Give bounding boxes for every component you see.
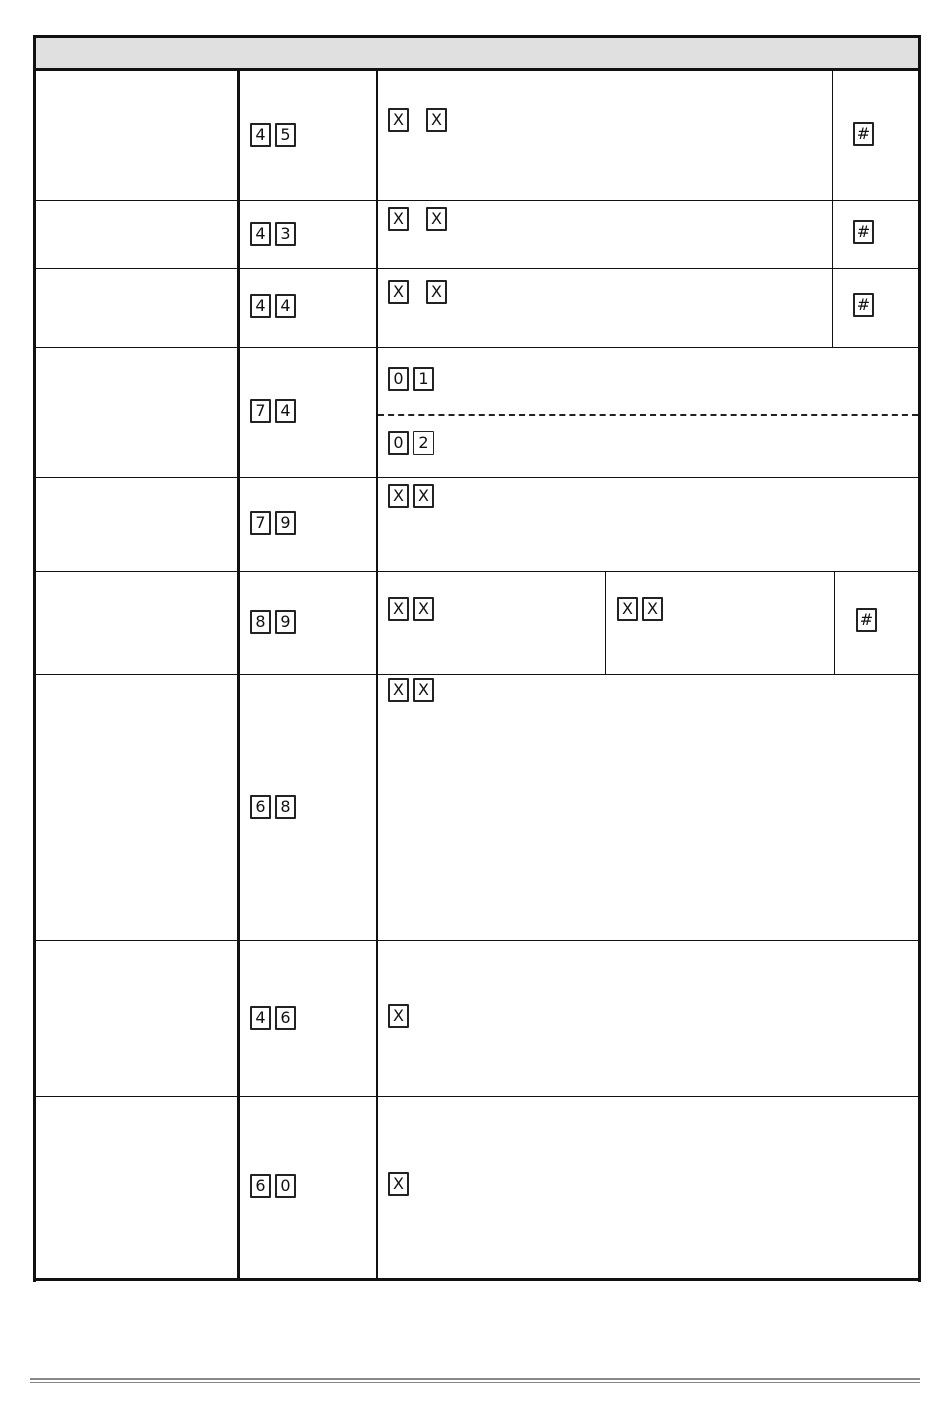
column-divider-end-1 [832, 71, 833, 348]
column-divider-1 [237, 71, 240, 1280]
row-divider [36, 571, 918, 572]
table-border-bottom [33, 1278, 921, 1281]
header-divider [33, 68, 921, 71]
column-divider-end-2 [834, 571, 835, 675]
row-divider [36, 477, 918, 478]
key-icon: X [426, 207, 447, 231]
key-icon: 2 [413, 431, 434, 455]
input-keys [388, 678, 434, 702]
key-icon: 8 [250, 610, 271, 634]
key-icon: 6 [250, 1174, 271, 1198]
key-icon: 7 [250, 511, 271, 535]
end-key [853, 122, 874, 146]
key-icon: 7 [250, 399, 271, 423]
key-icon: 8 [275, 795, 296, 819]
input-keys-secondary [617, 597, 663, 621]
input-keys [388, 108, 447, 132]
key-icon: 0 [388, 431, 409, 455]
input-keys [388, 207, 447, 231]
code-keys [250, 123, 296, 147]
key-icon: X [388, 207, 409, 231]
end-key [853, 220, 874, 244]
code-keys [250, 222, 296, 246]
key-icon: 1 [413, 367, 434, 391]
option-keys [388, 367, 434, 391]
key-icon: X [388, 1172, 409, 1196]
hash-key-icon: # [853, 122, 874, 146]
column-divider-sub [605, 571, 606, 675]
row-divider [36, 347, 918, 348]
row-divider [36, 268, 918, 269]
key-icon: 3 [275, 222, 296, 246]
option-divider-dashed [378, 414, 918, 416]
code-keys [250, 511, 296, 535]
key-icon: 0 [388, 367, 409, 391]
hash-key-icon: # [853, 220, 874, 244]
key-icon: X [388, 280, 409, 304]
input-keys [388, 1004, 409, 1028]
key-icon: 6 [275, 1006, 296, 1030]
code-keys [250, 795, 296, 819]
hash-key-icon: # [853, 293, 874, 317]
table-header [36, 38, 918, 68]
code-keys [250, 1006, 296, 1030]
table-border-right [918, 35, 921, 1282]
code-keys [250, 399, 296, 423]
key-icon: X [388, 484, 409, 508]
key-icon: 5 [275, 123, 296, 147]
key-icon: X [426, 280, 447, 304]
key-icon: X [426, 108, 447, 132]
key-icon: X [388, 108, 409, 132]
key-icon: 6 [250, 795, 271, 819]
key-icon: 4 [250, 222, 271, 246]
key-icon: 0 [275, 1174, 296, 1198]
key-icon: X [388, 678, 409, 702]
key-icon: X [413, 678, 434, 702]
key-icon: 4 [250, 1006, 271, 1030]
code-keys [250, 294, 296, 318]
end-key [856, 608, 877, 632]
key-icon: 9 [275, 511, 296, 535]
table-border-left [33, 35, 36, 1282]
key-icon: X [413, 597, 434, 621]
key-icon: X [388, 597, 409, 621]
footer-rule [30, 1382, 920, 1383]
row-divider [36, 200, 918, 201]
footer-rule [30, 1378, 920, 1380]
key-icon: 4 [250, 294, 271, 318]
key-icon: 4 [275, 294, 296, 318]
code-keys [250, 610, 296, 634]
key-icon: 4 [250, 123, 271, 147]
row-divider [36, 1096, 918, 1097]
key-icon: X [388, 1004, 409, 1028]
key-icon: 9 [275, 610, 296, 634]
key-icon: X [413, 484, 434, 508]
row-divider [36, 940, 918, 941]
key-icon: X [642, 597, 663, 621]
column-divider-2 [376, 71, 378, 1280]
input-keys [388, 280, 447, 304]
input-keys [388, 1172, 409, 1196]
end-key [853, 293, 874, 317]
row-divider [36, 674, 918, 675]
key-icon: 4 [275, 399, 296, 423]
hash-key-icon: # [856, 608, 877, 632]
key-icon: X [617, 597, 638, 621]
input-keys [388, 484, 434, 508]
option-keys [388, 431, 434, 455]
code-keys [250, 1174, 296, 1198]
input-keys [388, 597, 434, 621]
